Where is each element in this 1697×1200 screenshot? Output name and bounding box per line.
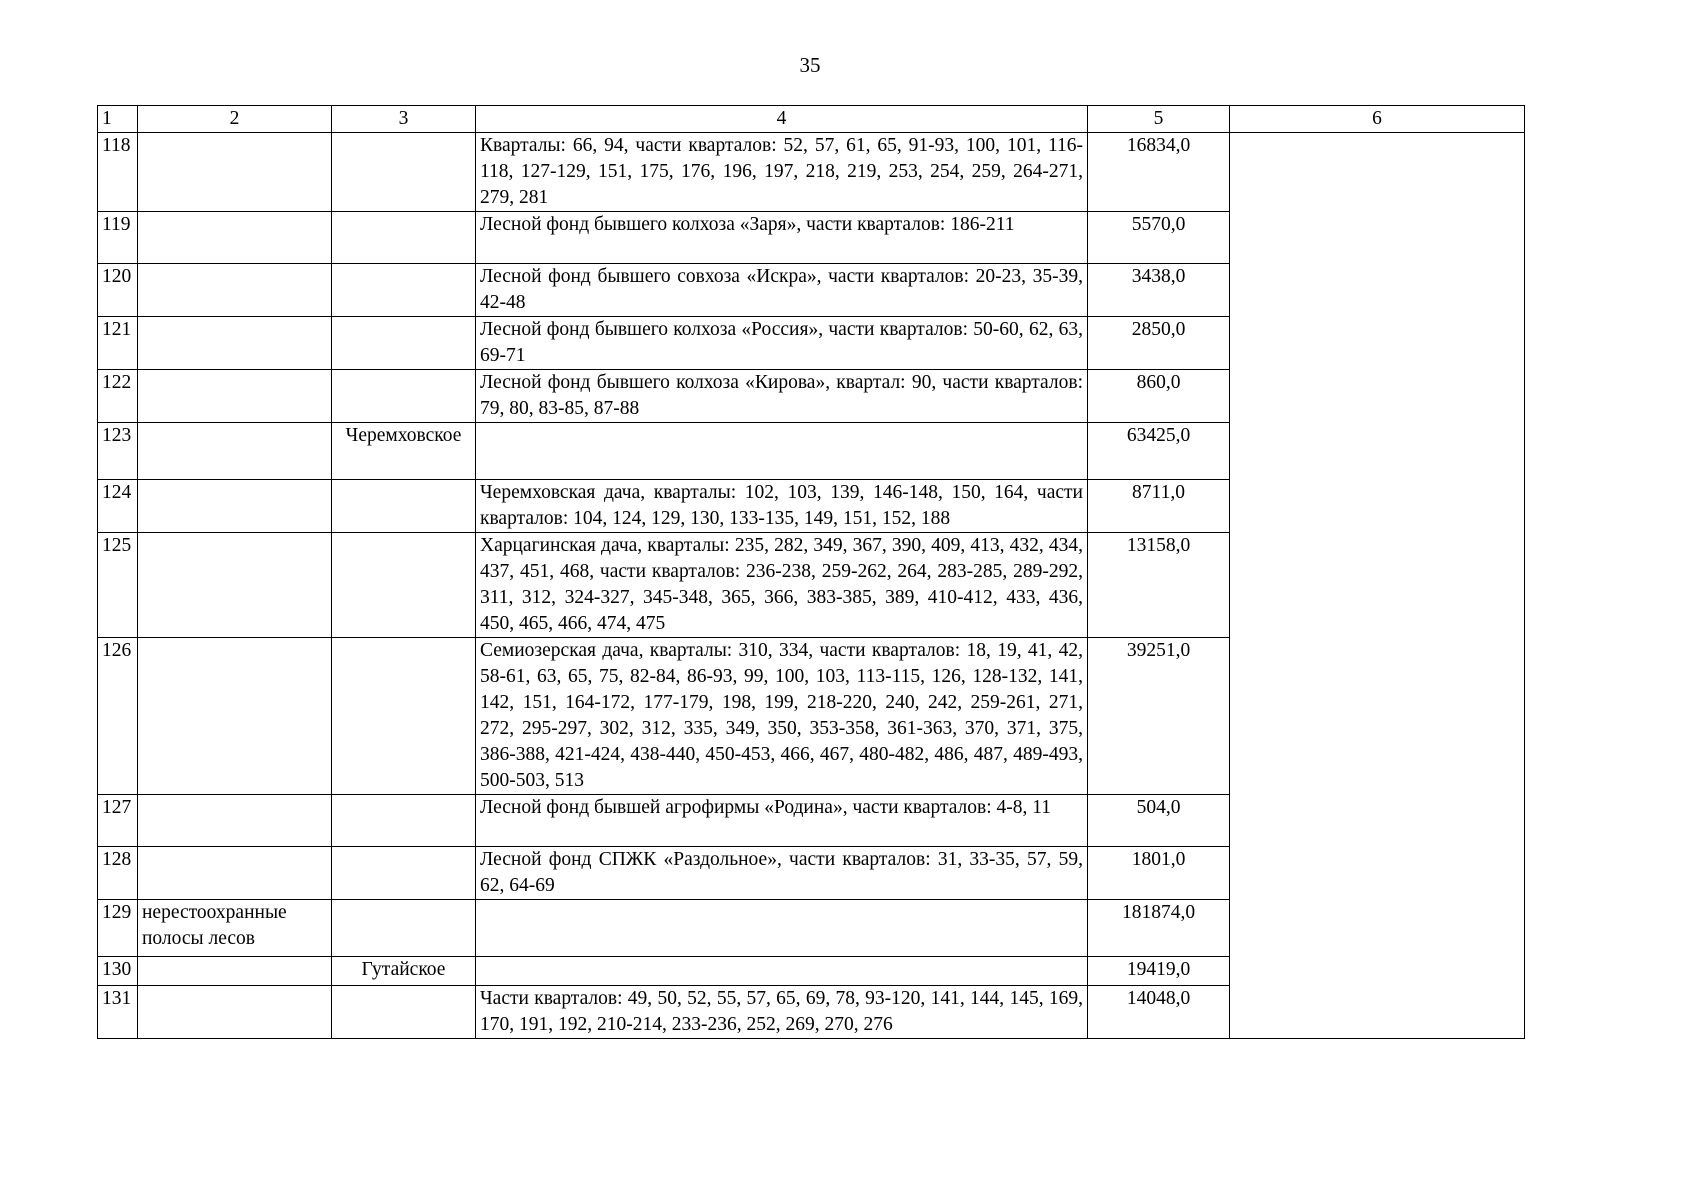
- row-number: 127: [98, 795, 138, 847]
- row-region: [332, 370, 476, 423]
- row-number: 121: [98, 317, 138, 370]
- row-category: [138, 370, 332, 423]
- header-col-2: 2: [138, 106, 332, 133]
- row-area: 39251,0: [1088, 638, 1230, 795]
- header-col-6: 6: [1230, 106, 1525, 133]
- row-category: [138, 638, 332, 795]
- row-description: [476, 957, 1088, 986]
- row-number: 124: [98, 480, 138, 533]
- header-col-4: 4: [476, 106, 1088, 133]
- row-area: 19419,0: [1088, 957, 1230, 986]
- row-category: [138, 264, 332, 317]
- row-category: [138, 212, 332, 264]
- row-area: 16834,0: [1088, 133, 1230, 212]
- row-number: 122: [98, 370, 138, 423]
- row-number: 129: [98, 900, 138, 957]
- row-category: [138, 847, 332, 900]
- row-area: 8711,0: [1088, 480, 1230, 533]
- row-category: [138, 423, 332, 480]
- row-region: Гутайское: [332, 957, 476, 986]
- row-description: Лесной фонд СПЖК «Раздольное», части кварталов: 31, 33-35, 57, 59, 62, 64-69: [476, 847, 1088, 900]
- row-region: [332, 847, 476, 900]
- row-description: Кварталы: 66, 94, части кварталов: 52, 57, 61, 65, 91-93, 100, 101, 116-118, 127-129, 151, 175, 176, 196, 197, 218, 219, 253, 254, 259, 264-271, 279, 281: [476, 133, 1088, 212]
- row-area: 1801,0: [1088, 847, 1230, 900]
- header-col-1: 1: [98, 106, 138, 133]
- row-category: [138, 986, 332, 1039]
- row-description: Харцагинская дача, кварталы: 235, 282, 349, 367, 390, 409, 413, 432, 434, 437, 451, 468, части кварталов: 236-238, 259-262, 264, 283-285, 289-292, 311, 312, 324-327, 345-348, 365, 366, 383-385, 389, 410-412, 433, 436, 450, 465, 466, 474, 475: [476, 533, 1088, 638]
- page-number: 35: [799, 53, 821, 77]
- row-area: 2850,0: [1088, 317, 1230, 370]
- row-category: [138, 133, 332, 212]
- row-description: Части кварталов: 49, 50, 52, 55, 57, 65, 69, 78, 93-120, 141, 144, 145, 169, 170, 191, 192, 210-214, 233-236, 252, 269, 270, 276: [476, 986, 1088, 1039]
- row-number: 126: [98, 638, 138, 795]
- row-number: 128: [98, 847, 138, 900]
- row-region: Черемховское: [332, 423, 476, 480]
- row-description: Лесной фонд бывшего совхоза «Искра», части кварталов: 20-23, 35-39, 42-48: [476, 264, 1088, 317]
- row-description: Семиозерская дача, кварталы: 310, 334, части кварталов: 18, 19, 41, 42, 58-61, 63, 65, 75, 82-84, 86-93, 99, 100, 103, 113-115, 126, 128-132, 141, 142, 151, 164-172, 177-179, 198, 199, 218-220, 240, 242, 259-261, 271, 272, 295-297, 302, 312, 335, 349, 350, 353-358, 361-363, 370, 371, 375, 386-388, 421-424, 438-440, 450-453, 466, 467, 480-482, 486, 487, 489-493, 500-503, 513: [476, 638, 1088, 795]
- row-number: 130: [98, 957, 138, 986]
- row-area: 14048,0: [1088, 986, 1230, 1039]
- row-description: Лесной фонд бывшего колхоза «Кирова», квартал: 90, части кварталов: 79, 80, 83-85, 87-88: [476, 370, 1088, 423]
- row-region: [332, 212, 476, 264]
- table-body: [98, 106, 1525, 1039]
- row-description: [476, 423, 1088, 480]
- row-number: 131: [98, 986, 138, 1039]
- row-area: 181874,0: [1088, 900, 1230, 957]
- row-notes: [1230, 133, 1525, 1039]
- row-description: Лесной фонд бывшей агрофирмы «Родина», части кварталов: 4-8, 11: [476, 795, 1088, 847]
- row-region: [332, 986, 476, 1039]
- row-number: 118: [98, 133, 138, 212]
- table-header-row: [98, 106, 1525, 133]
- row-number: 123: [98, 423, 138, 480]
- row-description: Лесной фонд бывшего колхоза «Заря», части кварталов: 186-211: [476, 212, 1088, 264]
- row-region: [332, 317, 476, 370]
- row-region: [332, 264, 476, 317]
- row-region: [332, 133, 476, 212]
- row-area: 5570,0: [1088, 212, 1230, 264]
- row-category: [138, 795, 332, 847]
- row-region: [332, 900, 476, 957]
- row-category: [138, 957, 332, 986]
- header-col-3: 3: [332, 106, 476, 133]
- row-area: 860,0: [1088, 370, 1230, 423]
- row-area: 504,0: [1088, 795, 1230, 847]
- row-number: 125: [98, 533, 138, 638]
- row-area: 3438,0: [1088, 264, 1230, 317]
- row-region: [332, 533, 476, 638]
- row-region: [332, 795, 476, 847]
- row-number: 120: [98, 264, 138, 317]
- row-description: Лесной фонд бывшего колхоза «Россия», части кварталов: 50-60, 62, 63, 69-71: [476, 317, 1088, 370]
- table-row: [98, 133, 1525, 212]
- row-description: Черемховская дача, кварталы: 102, 103, 139, 146-148, 150, 164, части кварталов: 104, 124, 129, 130, 133-135, 149, 151, 152, 188: [476, 480, 1088, 533]
- row-category: [138, 533, 332, 638]
- header-col-5: 5: [1088, 106, 1230, 133]
- row-area: 63425,0: [1088, 423, 1230, 480]
- row-category: нерестоохранные полосы лесов: [138, 900, 332, 957]
- row-description: [476, 900, 1088, 957]
- row-area: 13158,0: [1088, 533, 1230, 638]
- row-number: 119: [98, 212, 138, 264]
- row-region: [332, 638, 476, 795]
- forest-areas-table: [97, 105, 1525, 1039]
- row-category: [138, 480, 332, 533]
- row-region: [332, 480, 476, 533]
- row-category: [138, 317, 332, 370]
